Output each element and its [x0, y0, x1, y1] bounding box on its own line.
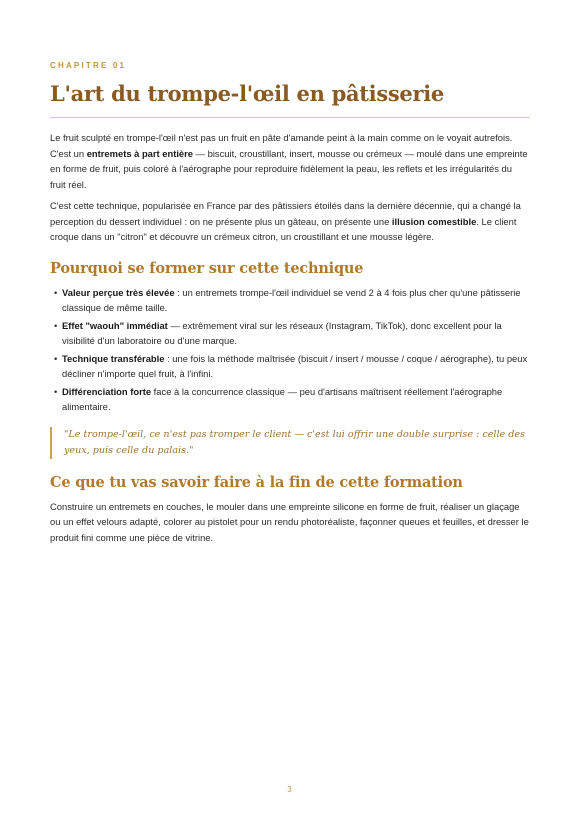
list-item	[54, 285, 530, 316]
bullet-dot-icon: •	[54, 319, 58, 331]
bullet-dot-icon: •	[54, 352, 58, 364]
pull-quote: "Le trompe-l'œil, ce n'est pas tromper le client — c'est lui offrir une double surprise : celle des yeux, puis celle du palais."	[50, 427, 530, 459]
list-item	[54, 351, 530, 382]
bullet-term: Effet "waouh" immédiat	[62, 319, 168, 331]
bullet-term: Technique transférable	[62, 352, 165, 364]
intro-2-text-a: C'est cette technique, popularisée en France par des pâtissiers étoilés dans la dernière décennie, qui a changé la perception du dessert individuel : on ne présente plus un gâteau, on présente une	[50, 200, 521, 227]
bullet-dot-icon: •	[54, 385, 58, 397]
intro-1-text-a: Le fruit sculpté en trompe-l'œil n'est pas un fruit en pâte d'amande peint à la main comme on le voyait autrefois. C'est un	[50, 132, 513, 159]
chapter-label: CHAPITRE 01	[50, 61, 127, 70]
bullet-text: : un entremets trompe-l'œil individuel se vend 2 à 4 fois plus cher qu'une pâtisserie classique de même taille.	[62, 286, 521, 313]
list-item	[54, 384, 530, 415]
chapter-title: L'art du trompe-l'œil en pâtisserie	[50, 81, 444, 106]
bullet-term: Valeur perçue très élevée	[62, 286, 175, 298]
title-divider	[50, 117, 530, 118]
intro-1-bold: entremets à part entière	[86, 147, 194, 159]
intro-1-text-b: — biscuit, croustillant, insert, mousse ou crémeux — moulé dans une empreinte en forme de fruit, puis coloré à l'aérographe pour reproduire fidèlement la peau, les reflets et les irrégularités du fruit réel.	[50, 147, 528, 190]
why-section-title: Pourquoi se former sur cette technique	[50, 259, 364, 277]
intro-2-bold: illusion comestible	[391, 215, 477, 227]
bullet-text: : une fois la méthode maîtrisée (biscuit / insert / mousse / coque / aérographe), tu peux décliner n'importe quel fruit, à l'infini.	[62, 352, 528, 379]
bullet-text: face à la concurrence classique — peu d'artisans maîtrisent réellement l'aérographe alimentaire.	[62, 385, 503, 412]
intro-2-text-b: . Le client croque dans un "citron" et découvre un crémeux citron, un croustillant et une mousse légère.	[50, 215, 517, 242]
why-bullet-list	[50, 285, 530, 415]
bullet-dot-icon: •	[54, 286, 58, 298]
intro-paragraph-1	[50, 130, 530, 192]
list-item	[54, 318, 530, 349]
skills-paragraph: Construire un entremets en couches, le mouler dans une empreinte silicone en forme de fruit, réaliser un glaçage ou un effet velours adapté, colorer au pistolet pour un rendu photoréaliste, façonner queues et feuilles, et dresser le produit fini comme une pièce de vitrine.	[50, 500, 529, 543]
bullet-term: Différenciation forte	[62, 385, 152, 397]
chapter-content	[50, 60, 530, 551]
page-number: 3	[287, 785, 292, 794]
bullet-text: — extrêmement viral sur les réseaux (Instagram, TikTok), donc excellent pour la visibilité d'un laboratoire ou d'une marque.	[62, 319, 502, 346]
intro-paragraph-2	[50, 198, 530, 245]
skills-section-title: Ce que tu vas savoir faire à la fin de cette formation	[50, 473, 463, 491]
